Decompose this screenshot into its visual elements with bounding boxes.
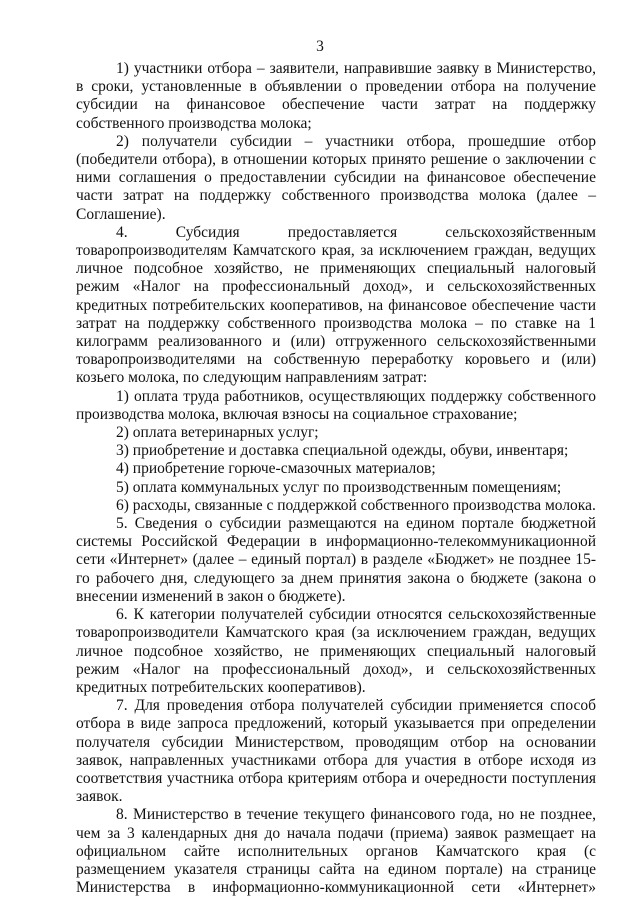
paragraph-section-5: 5. Сведения о субсидии размещаются на едином портале бюджетной системы Российской Федерации в информационно-телекоммуникационной сети «Интернет» (далее – единый портал) в разделе «Бюджет» не позднее 15-го рабочего дня, следующего за днем принятия закона о бюджете (закона о внесении изменений в закон о бюджете). <box>76 515 596 605</box>
paragraph-expense-2: 2) оплата ветеринарных услуг; <box>116 424 319 442</box>
paragraph-expense-5: 5) оплата коммунальных услуг по производственным помещениям; <box>116 478 562 496</box>
paragraph-section-4: 4. Субсидия предоставляется сельскохозяйственным товаропроизводителям Камчатского края, за исключением граждан, ведущих личное подсобное хозяйство, не применяющих специальный налоговый режим «Налог на профессиональный доход», и сельскохозяйственных кредитных потребительских кооперативов, на финансовое обеспечение части затрат на поддержку собственного производства молока – по ставке на 1 килограмм реализованного и (или) отгруженного сельскохозяйственными товаропроизводителями на собственную переработку коровьего и (или) козьего молока, по следующим направлениям затрат: <box>76 223 596 387</box>
paragraph-item-2: 2) получатели субсидии – участники отбора, прошедшие отбор (победители отбора), в отношении которых принято решение о заключении с ними соглашения о предоставлении субсидии на финансовое обеспечение части затрат на поддержку собственного производства молока (далее – Соглашение). <box>76 132 596 223</box>
paragraph-section-7: 7. Для проведения отбора получателей субсидии применяется способ отбора в виде запроса предложений, который указывается при определении получателя субсидии Министерством, проводящим отбор на основании заявок, направленных участниками отбора для участия в отборе исходя из соответствия участника отбора критериям отбора и очередности поступления заявок. <box>76 697 596 806</box>
paragraph-section-8: 8. Министерство в течение текущего финансового года, но не позднее, чем за 3 календарных дня до начала подачи (приема) заявок размещает на официальном сайте исполнительных органов Камчатского края (с размещением указателя страницы сайта на едином портале) на странице Министерства в информационно-коммуникационной сети «Интернет» <box>76 806 596 897</box>
paragraph-expense-6: 6) расходы, связанные с поддержкой собственного производства молока. <box>116 496 596 514</box>
paragraph-expense-4: 4) приобретение горюче-смазочных материалов; <box>116 460 436 478</box>
paragraph-expense-1: 1) оплата труда работников, осуществляющих поддержку собственного производства молока, включая взносы на социальное страхование; <box>76 387 596 423</box>
page-number: 3 <box>316 38 324 55</box>
paragraph-section-6: 6. К категории получателей субсидии относятся сельскохозяйственные товаропроизводители Камчатского края (за исключением граждан, ведущих личное подсобное хозяйство, не применяющих специальный налоговый режим «Налог на профессиональный доход», и сельскохозяйственных кредитных потребительских кооперативов). <box>76 606 596 696</box>
paragraph-item-1: 1) участники отбора – заявители, направившие заявку в Министерство, в сроки, установленные в объявлении о проведении отбора на получение субсидии на финансовое обеспечение части затрат на поддержку собственного производства молока; <box>76 60 596 132</box>
paragraph-expense-3: 3) приобретение и доставка специальной одежды, обуви, инвентаря; <box>116 442 569 460</box>
document-body <box>76 60 596 897</box>
